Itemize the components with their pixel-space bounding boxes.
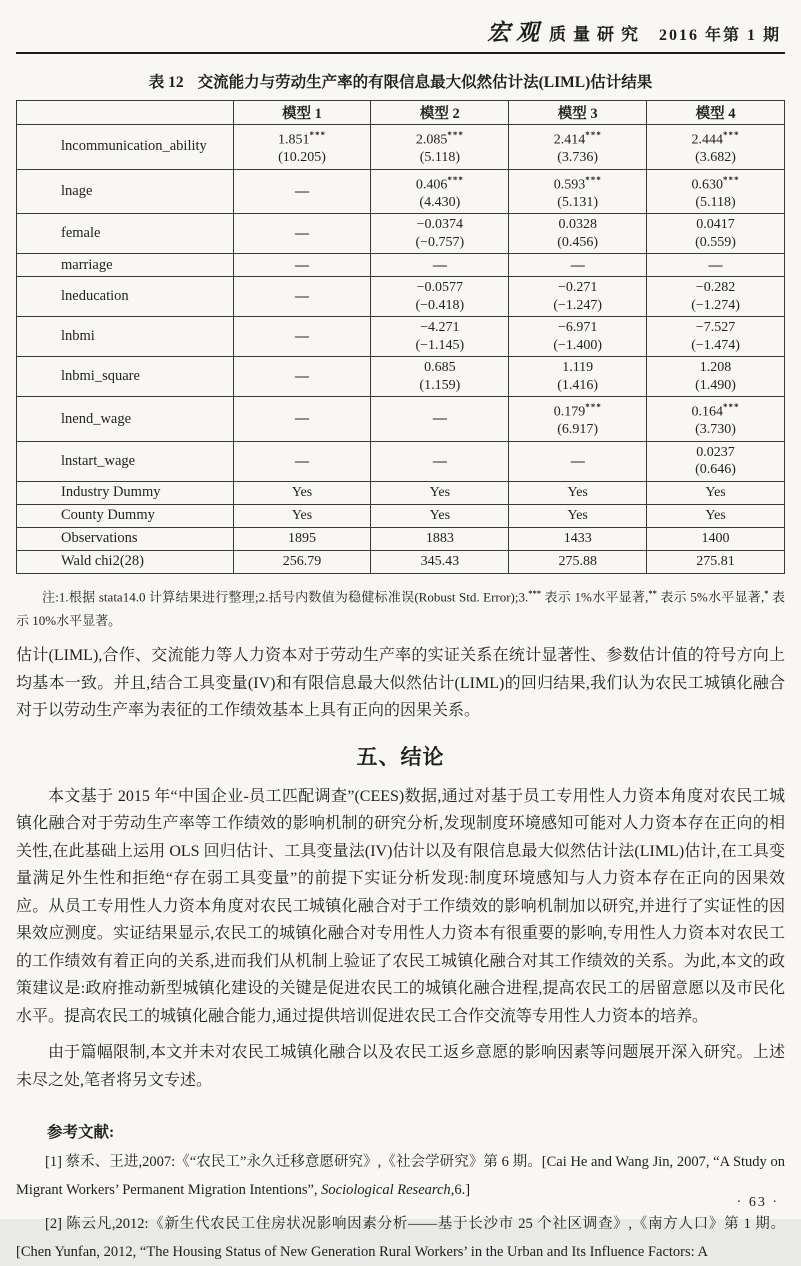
table-cell: — [233,317,371,357]
table-cell: — [233,277,371,317]
journal-issue: 2016 年第 1 期 [658,27,781,44]
table-cell: — [371,397,509,442]
table-cell: 0.630*** (5.118) [647,169,785,214]
table-row [17,441,785,481]
table-cell: 0.0237 (0.646) [647,441,785,481]
table-cell: −0.271 (−1.247) [509,277,647,317]
header-rule [16,52,785,54]
table-cell: 1400 [647,527,785,550]
row-label: Wald chi2(28) [17,550,234,573]
journal-logo: 宏观 [486,20,545,45]
table-cell: 2.444*** (3.682) [647,125,785,170]
page-number: · 63 · [736,1195,779,1210]
table-row [17,357,785,397]
table-row [17,550,785,573]
row-label: lnbmi [17,317,234,357]
table-cell: 0.593*** (5.131) [509,169,647,214]
row-label: lneducation [17,277,234,317]
row-label: Industry Dummy [17,481,234,504]
table-cell: 2.085*** (5.118) [371,125,509,170]
row-label: lncommunication_ability [17,125,234,170]
row-label: lnstart_wage [17,441,234,481]
row-label: female [17,214,234,254]
conclusion-paragraph-2: 由于篇幅限制,本文并未对农民工城镇化融合以及农民工返乡意愿的影响因素等问题展开深入研究。上述未尽之处,笔者将另文专述。 [16,1044,785,1089]
table-row [17,397,785,442]
reference-item: [2] 陈云凡,2012:《新生代农民工住房状况影响因素分析——基于长沙市 25 个社区调查》,《南方人口》第 1 期。[Chen Yunfan, 2012, “The Housing Status of New Generation Rural Workers’ in the Urban and Its Influence Factors: A [16,1216,785,1261]
table-row [17,527,785,550]
table-cell: 1.208 (1.490) [647,357,785,397]
conclusion-paragraph-1: 本文基于 2015 年“中国企业-员工匹配调查”(CEES)数据,通过对基于员工专用性人力资本角度对农民工城镇化融合对于劳动生产率等工作绩效的影响机制的研究分析,发现制度环境感知可能对人力资本存在正向的相关性,在此基础上运用 OLS 回归估计、工具变量法(IV)估计以及有限信息最大似然估计法(LIML)估计,在工具变量满足外生性和拒绝“存在弱工具变量”的前提下实证分析发现:制度环境感知与人力资本存在正向的因果效应。从员工专用性人力资本角度对农民工城镇化融合对于工作绩效的影响机制加以研究,并进行了实证性的因果效应测度。实证结果显示,农民工的城镇化融合对专用性人力资本有很重要的影响,专用性人力资本对农民工的工作绩效有着正向的关系,进而我们从机制上验证了农民工城镇化融合对其工作绩效的关系。为此,本文的政策建议是:政府推动新型城镇化建设的关键是促进农民工的城镇化融合进程,提高农民工的居留意愿以及市民化水平。提高农民工的城镇化融合能力,通过提供培训促进农民工合作交流等专用性人力资本的培养。 [16,787,785,1025]
table-cell: Yes [509,504,647,527]
table-cell: — [647,254,785,277]
table-cell: 1.119 (1.416) [509,357,647,397]
table-cell: 0.179*** (6.917) [509,397,647,442]
table-cell: 345.43 [371,550,509,573]
table-cell: — [233,397,371,442]
table-cell: 1883 [371,527,509,550]
table-row [17,125,785,170]
header-row [17,101,785,125]
results-table [16,100,785,574]
table-title [16,70,785,92]
table-cell: −7.527 (−1.474) [647,317,785,357]
column-header: 模型 1 [233,101,371,125]
row-label: lnend_wage [17,397,234,442]
empty-corner-cell [17,101,234,125]
table-cell: Yes [233,504,371,527]
table-cell: 0.0417 (0.559) [647,214,785,254]
row-label: lnbmi_square [17,357,234,397]
table-body [17,125,785,574]
column-header: 模型 4 [647,101,785,125]
body-paragraph-continuation: 估计(LIML),合作、交流能力等人力资本对于劳动生产率的实证关系在统计显著性、参数估计值的符号方向上均基本一致。并且,结合工具变量(IV)和有限信息最大似然估计(LIML)的回归结果,我们认为农民工城镇化融合对于以劳动生产率为表征的工作绩效基本上具有正向的因果关系。 [16,647,785,720]
table-cell: 0.0328 (0.456) [509,214,647,254]
table-cell: 0.406*** (4.430) [371,169,509,214]
references-list [16,1148,785,1266]
table-caption: 交流能力与劳动生产率的有限信息最大似然估计法(LIML)估计结果 [197,74,653,91]
table-cell: 1.851*** (10.205) [233,125,371,170]
table-row [17,481,785,504]
table-cell: Yes [509,481,647,504]
table-cell: — [233,357,371,397]
table-cell: — [233,441,371,481]
row-label: marriage [17,254,234,277]
table-cell: — [233,254,371,277]
row-label: Observations [17,527,234,550]
table-row [17,277,785,317]
column-header: 模型 3 [509,101,647,125]
column-header: 模型 2 [371,101,509,125]
page-header [16,14,785,47]
table-cell: Yes [647,504,785,527]
references-heading: 参考文献: [47,1124,115,1142]
table-cell: — [233,214,371,254]
table-row [17,504,785,527]
table-cell: Yes [371,481,509,504]
table-cell: −0.0374 (−0.757) [371,214,509,254]
table-cell: — [233,169,371,214]
table-notes: 注:1.根据 stata14.0 计算结果进行整理;2.括号内数值为稳健标准误(Robust Std. Error);3.*** 表示 1%水平显著,** 表示 5%水平显著,* 表示 10%水平显著。 [16,587,785,629]
table-cell: 1895 [233,527,371,550]
table-cell: 0.685 (1.159) [371,357,509,397]
table-cell: 2.414*** (3.736) [509,125,647,170]
table-cell: — [509,441,647,481]
table-cell: −0.0577 (−0.418) [371,277,509,317]
table-cell: — [371,254,509,277]
journal-name: 质量研究 [548,25,645,44]
table-cell: — [371,441,509,481]
table-cell: 256.79 [233,550,371,573]
row-label: County Dummy [17,504,234,527]
section-heading-conclusion: 五、结论 [356,744,445,769]
table-number: 表 12 [148,74,184,91]
table-cell: −0.282 (−1.274) [647,277,785,317]
reference-item: [1] 蔡禾、王进,2007:《“农民工”永久迁移意愿研究》,《社会学研究》第 6 期。[Cai He and Wang Jin, 2007, “A Study on Migrant Workers’ Permanent Migration Intentions”, Sociological Research,6.] [16,1154,785,1199]
table-row [17,214,785,254]
table-row [17,254,785,277]
table-cell: Yes [647,481,785,504]
table-cell: −6.971 (−1.400) [509,317,647,357]
table-cell: 275.81 [647,550,785,573]
table-head [17,101,785,125]
row-label: lnage [17,169,234,214]
table-cell: 0.164*** (3.730) [647,397,785,442]
table-cell: — [509,254,647,277]
table-row [17,169,785,214]
table-cell: −4.271 (−1.145) [371,317,509,357]
table-row [17,317,785,357]
table-cell: 275.88 [509,550,647,573]
table-cell: Yes [233,481,371,504]
table-cell: Yes [371,504,509,527]
table-cell: 1433 [509,527,647,550]
